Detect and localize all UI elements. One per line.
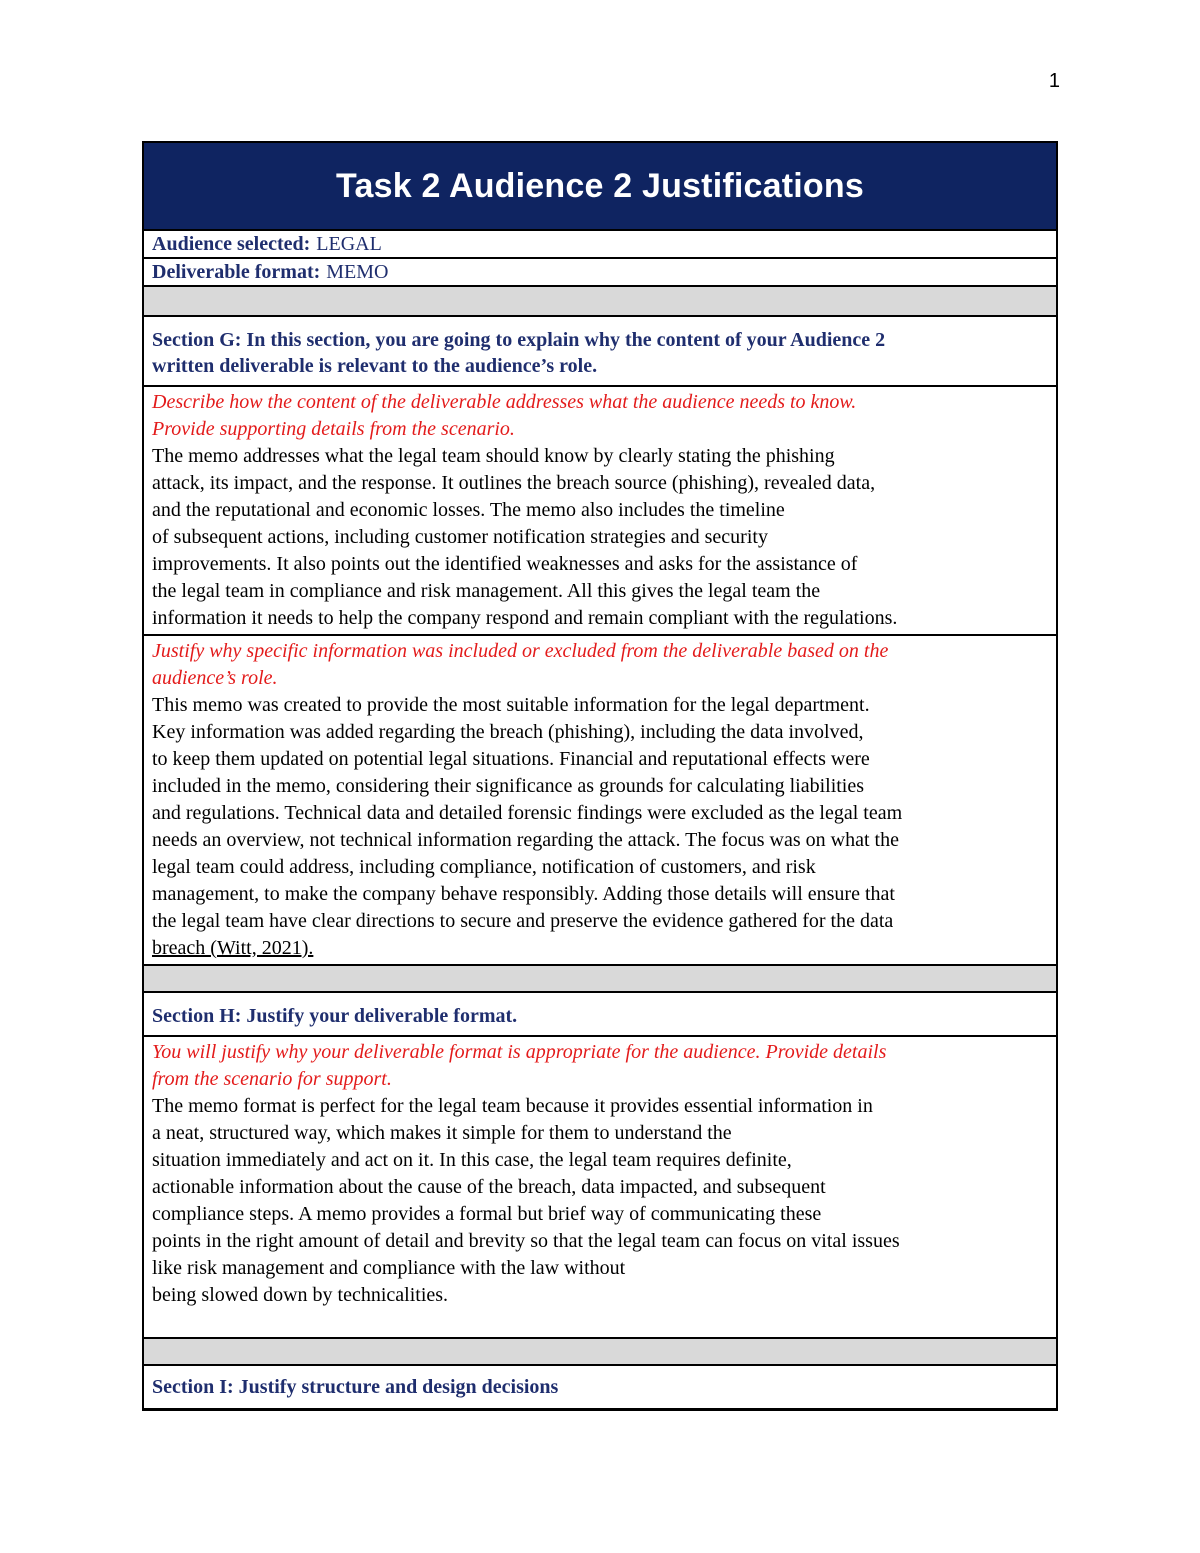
- spacer-row: [144, 966, 1056, 993]
- body-line: being slowed down by technicalities.: [152, 1284, 449, 1306]
- body-line: compliance steps. A memo provides a formal but brief way of communicating these: [152, 1203, 822, 1225]
- body-line: situation immediately and act on it. In this case, the legal team requires definite,: [152, 1149, 792, 1171]
- page-title: Task 2 Audience 2 Justifications: [336, 166, 864, 205]
- heading-line: written deliverable is relevant to the audience’s role.: [152, 355, 598, 377]
- format-label: Deliverable format:: [152, 261, 321, 283]
- body-line: The memo addresses what the legal team should know by clearly stating the phishing: [152, 445, 835, 467]
- prompt-line: audience’s role.: [152, 667, 278, 689]
- prompt-line: You will justify why your deliverable format is appropriate for the audience. Provide details: [152, 1041, 887, 1063]
- body-line: The memo format is perfect for the legal team because it provides essential information in: [152, 1095, 873, 1117]
- heading-line: Section I: Justify structure and design decisions: [152, 1376, 559, 1398]
- format-row: [144, 259, 1056, 287]
- body-line: improvements. It also points out the identified weaknesses and asks for the assistance of: [152, 553, 858, 575]
- body-line: and regulations. Technical data and detailed forensic findings were excluded as the legal team: [152, 802, 903, 824]
- body-line: attack, its impact, and the response. It outlines the breach source (phishing), revealed data,: [152, 472, 876, 494]
- body-line: breach (Witt, 2021).: [152, 937, 314, 959]
- body-line: a neat, structured way, which makes it simple for them to understand the: [152, 1122, 732, 1144]
- spacer-row: [144, 1339, 1056, 1366]
- body-line: included in the memo, considering their significance as grounds for calculating liabilities: [152, 775, 865, 797]
- body-line: like risk management and compliance with the law without: [152, 1257, 626, 1279]
- heading-line: Section H: Justify your deliverable format.: [152, 1005, 518, 1027]
- section-h-heading: [144, 993, 1056, 1037]
- body-line: the legal team have clear directions to secure and preserve the evidence gathered for the data: [152, 910, 894, 932]
- title-banner: [144, 143, 1056, 231]
- heading-line: Section G: In this section, you are going to explain why the content of your Audience 2: [152, 329, 886, 351]
- page-number: 1: [1048, 70, 1060, 92]
- justifications-table: [142, 141, 1058, 1411]
- body-line: actionable information about the cause of the breach, data impacted, and subsequent: [152, 1176, 826, 1198]
- section-i-heading: [144, 1366, 1056, 1410]
- body-line: of subsequent actions, including customer notification strategies and security: [152, 526, 768, 548]
- body-line: Key information was added regarding the breach (phishing), including the data involved,: [152, 721, 864, 743]
- body-line: This memo was created to provide the most suitable information for the legal department.: [152, 694, 870, 716]
- body-line: the legal team in compliance and risk management. All this gives the legal team the: [152, 580, 821, 602]
- body-line: to keep them updated on potential legal situations. Financial and reputational effects were: [152, 748, 870, 770]
- spacer-row: [144, 287, 1056, 317]
- section-g-content-needs: [144, 387, 1056, 636]
- body-line: and the reputational and economic losses. The memo also includes the timeline: [152, 499, 785, 521]
- audience-label: Audience selected:: [152, 233, 311, 255]
- section-g-content-justify: [144, 636, 1056, 966]
- section-h-content: [144, 1037, 1056, 1339]
- prompt-line: Provide supporting details from the scenario.: [152, 418, 515, 440]
- audience-row: [144, 231, 1056, 259]
- body-line: legal team could address, including compliance, notification of customers, and risk: [152, 856, 816, 878]
- prompt-line: from the scenario for support.: [152, 1068, 392, 1090]
- body-line: needs an overview, not technical information regarding the attack. The focus was on what the: [152, 829, 899, 851]
- section-g-heading: [144, 317, 1056, 387]
- format-value: MEMO: [326, 261, 389, 283]
- body-line: information it needs to help the company respond and remain compliant with the regulations.: [152, 607, 898, 629]
- body-line: management, to make the company behave responsibly. Adding those details will ensure that: [152, 883, 895, 905]
- audience-value: LEGAL: [316, 233, 382, 255]
- prompt-line: Justify why specific information was included or excluded from the deliverable based on the: [152, 640, 889, 662]
- prompt-line: Describe how the content of the deliverable addresses what the audience needs to know.: [152, 391, 857, 413]
- body-line: points in the right amount of detail and brevity so that the legal team can focus on vital issues: [152, 1230, 900, 1252]
